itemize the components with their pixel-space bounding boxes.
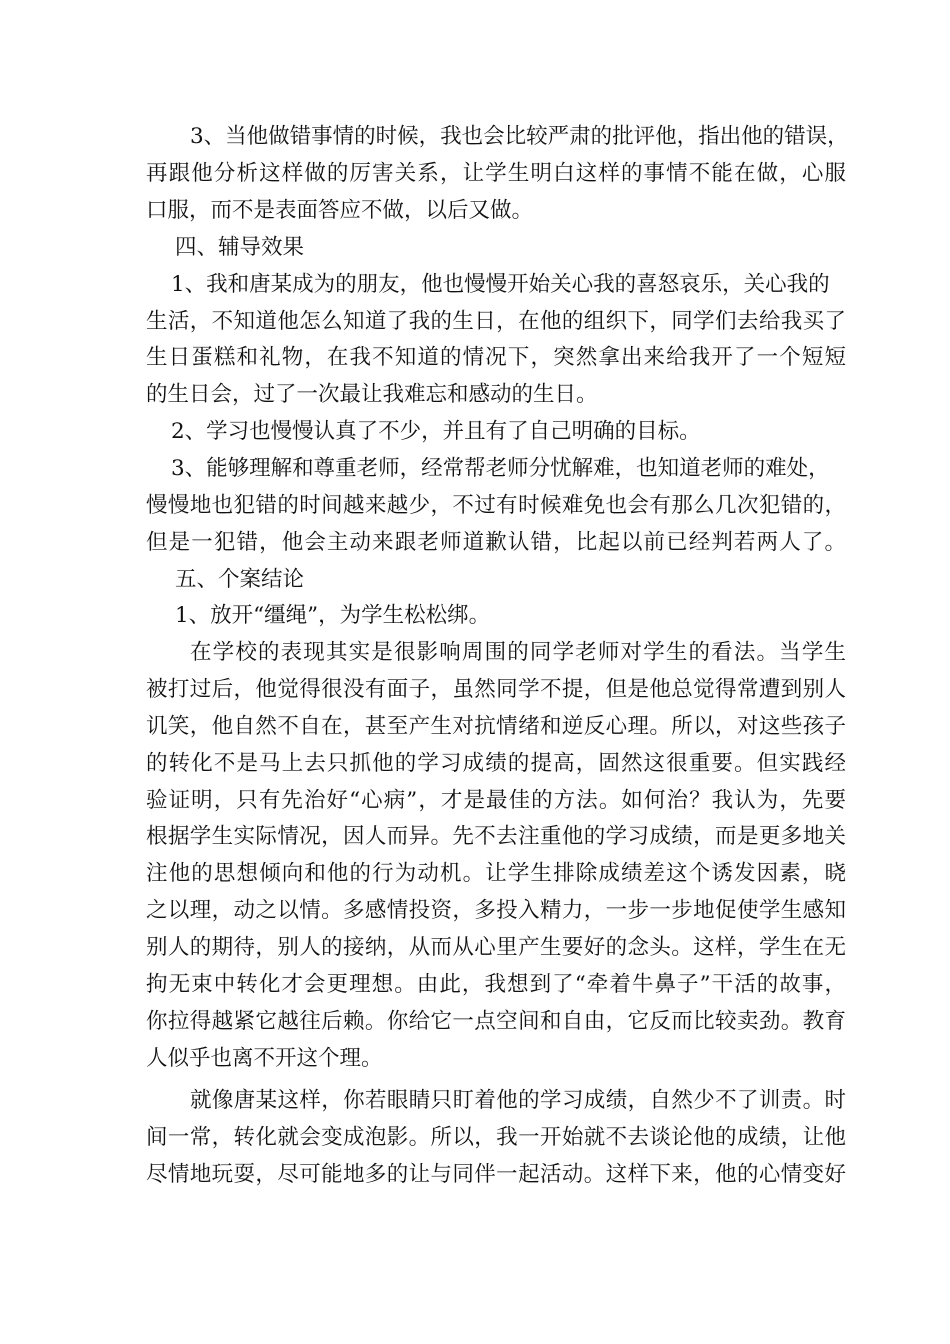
paragraph-line: 3、能够理解和尊重老师，经常帮老师分忧解难，也知道老师的难处， — [171, 456, 830, 481]
section-heading: 五、个案结论 — [175, 567, 305, 592]
paragraph-line: 你拉得越紧它越往后赖。你给它一点空间和自由，它反而比较卖劲。教育 — [146, 1009, 846, 1034]
paragraph-line: 拘无束中转化才会更理想。由此，我想到了“牵着牛鼻子”干活的故事， — [146, 972, 846, 997]
paragraph-line: 1、我和唐某成为的朋友，他也慢慢开始关心我的喜怒哀乐，关心我的 — [171, 272, 830, 297]
paragraph-line: 根据学生实际情况，因人而异。先不去注重他的学习成绩，而是更多地关 — [146, 824, 846, 849]
paragraph-line: 但是一犯错，他会主动来跟老师道歉认错，比起以前已经判若两人了。 — [146, 530, 846, 555]
paragraph-line: 2、学习也慢慢认真了不少，并且有了自己明确的目标。 — [171, 419, 701, 444]
paragraph-line: 人似乎也离不开这个理。 — [146, 1046, 383, 1071]
paragraph-line: 就像唐某这样，你若眼睛只盯着他的学习成绩，自然少不了训责。时 — [190, 1088, 846, 1113]
paragraph-line: 的生日会，过了一次最让我难忘和感动的生日。 — [146, 382, 598, 407]
subsection-heading: 1、放开“缰绳”，为学生松松绑。 — [175, 603, 491, 628]
paragraph-line: 之以理，动之以情。多感情投资，多投入精力，一步一步地促使学生感知 — [146, 898, 846, 923]
paragraph-line: 尽情地玩耍，尽可能地多的让与同伴一起活动。这样下来，他的心情变好 — [146, 1162, 846, 1187]
paragraph-line: 再跟他分析这样做的厉害关系，让学生明白这样的事情不能在做，心服 — [146, 161, 846, 186]
section-heading: 四、辅导效果 — [175, 235, 305, 260]
paragraph-line: 口服，而不是表面答应不做，以后又做。 — [146, 198, 534, 223]
paragraph-line: 别人的期待，别人的接纳，从而从心里产生要好的念头。这样，学生在无 — [146, 935, 846, 960]
paragraph-line: 生活，不知道他怎么知道了我的生日，在他的组织下，同学们去给我买了 — [146, 309, 846, 334]
paragraph-line: 验证明，只有先治好“心病”，才是最佳的方法。如何治？我认为，先要 — [146, 788, 846, 813]
paragraph-line: 3、当他做错事情的时候，我也会比较严肃的批评他，指出他的错误， — [190, 124, 849, 149]
paragraph-line: 讥笑，他自然不自在，甚至产生对抗情绪和逆反心理。所以，对这些孩子 — [146, 714, 846, 739]
paragraph-line: 生日蛋糕和礼物，在我不知道的情况下，突然拿出来给我开了一个短短 — [146, 345, 846, 370]
paragraph-line: 在学校的表现其实是很影响周围的同学老师对学生的看法。当学生 — [190, 640, 846, 665]
paragraph-line: 被打过后，他觉得很没有面子，虽然同学不提，但是他总觉得常遭到别人 — [146, 677, 846, 702]
paragraph-line: 间一常，转化就会变成泡影。所以，我一开始就不去谈论他的成绩，让他 — [146, 1125, 846, 1150]
paragraph-line: 慢慢地也犯错的时间越来越少，不过有时候难免也会有那么几次犯错的， — [146, 493, 846, 518]
paragraph-line: 注他的思想倾向和他的行为动机。让学生排除成绩差这个诱发因素，晓 — [146, 861, 846, 886]
paragraph-line: 的转化不是马上去只抓他的学习成绩的提高，固然这很重要。但实践经 — [146, 751, 846, 776]
